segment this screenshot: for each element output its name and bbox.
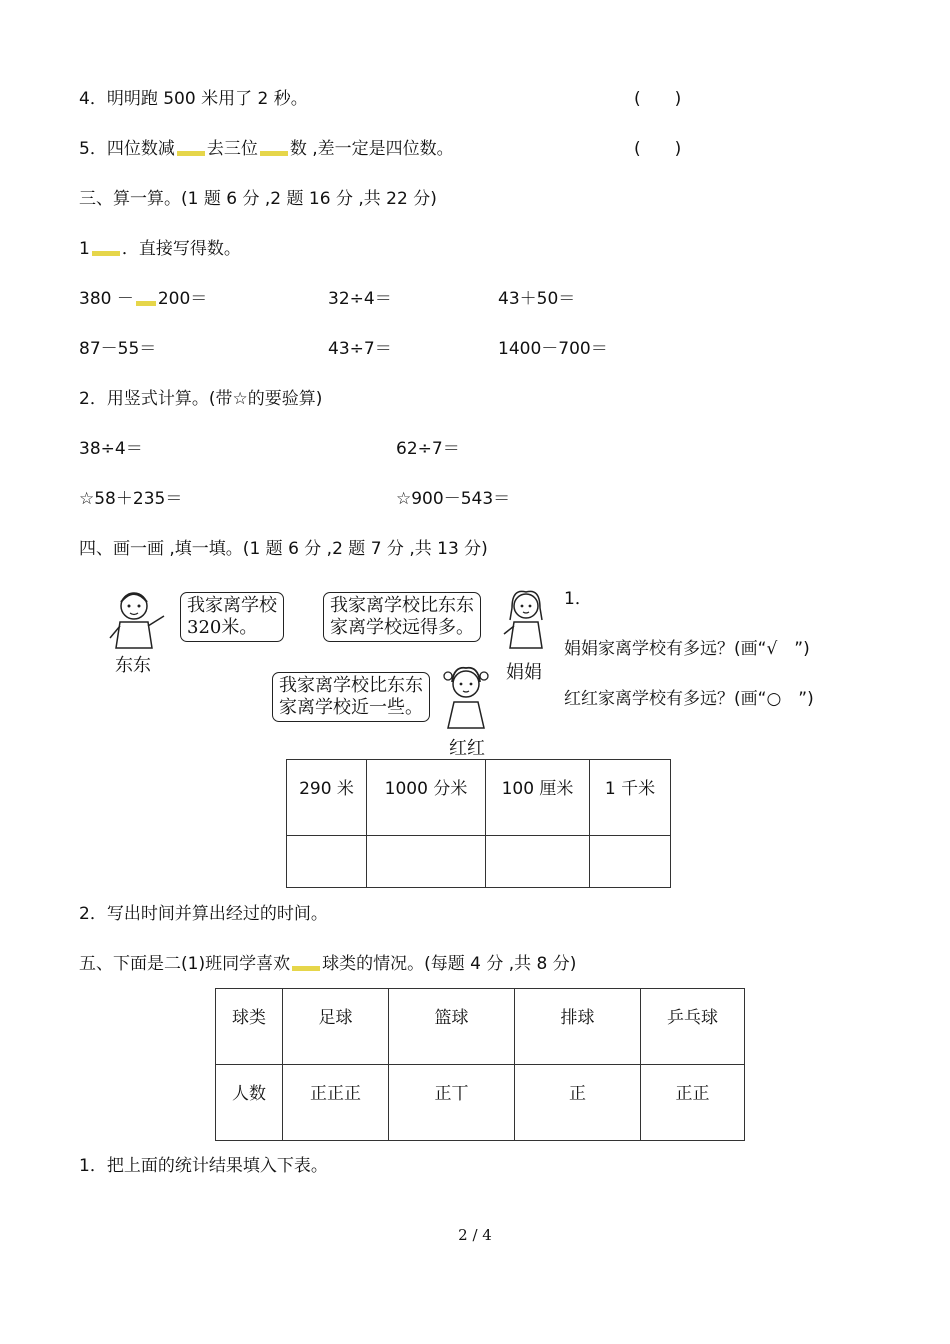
section5-q1: 1．把上面的统计结果填入下表。	[79, 1156, 328, 1176]
header-football: 足球	[283, 989, 389, 1065]
option-100cm: 100 厘米	[486, 760, 590, 836]
table-row	[216, 1065, 745, 1141]
option-1000dm: 1000 分米	[367, 760, 486, 836]
girl-honghong-figure	[440, 662, 492, 732]
judge-q5-part2: 去三位	[206, 139, 258, 159]
highlight-mark	[292, 966, 320, 971]
name-honghong: 红红	[449, 738, 485, 759]
judge-q5-part1: 5．四位数减	[79, 139, 175, 159]
speech-bubble-juanjuan	[323, 592, 481, 642]
vertical-calc-2: 62÷7＝	[396, 439, 460, 459]
calc-r2c2: 43÷7＝	[328, 339, 392, 359]
section5-title-part2: 球类的情况。(每题 4 分 ,共 8 分)	[322, 954, 577, 974]
section4-q1-number: 1．	[564, 589, 592, 609]
answer-cell-100cm[interactable]	[486, 836, 590, 888]
header-basketball: 篮球	[389, 989, 515, 1065]
speech-bubble-honghong	[272, 672, 430, 722]
calc-r2c3: 1400－700＝	[498, 339, 608, 359]
distance-choice-table	[286, 759, 671, 888]
section5-title	[79, 953, 576, 975]
header-ball-type: 球类	[216, 989, 283, 1065]
answer-cell-290m[interactable]	[287, 836, 367, 888]
option-290m: 290 米	[287, 760, 367, 836]
table-row	[216, 989, 745, 1065]
option-1km: 1 千米	[590, 760, 671, 836]
boy-dongdong-figure	[104, 586, 170, 652]
ball-survey-table	[215, 988, 745, 1141]
section4-q1-honghong: 红红家离学校有多远？(画“○ ”)	[564, 689, 814, 709]
judge-q5-part3: 数 ,差一定是四位数。	[289, 139, 454, 159]
row-label-count: 人数	[216, 1065, 283, 1141]
table-row	[287, 836, 671, 888]
judge-q5	[79, 138, 454, 160]
answer-paren-q5[interactable]: ( )	[634, 139, 682, 159]
calc-r1c2: 32÷4＝	[328, 289, 392, 309]
calc-r2c1: 87－55＝	[79, 339, 157, 359]
bubble-juanjuan-line2: 家离学校远得多。	[330, 617, 474, 638]
section4-q2: 2．写出时间并算出经过的时间。	[79, 904, 328, 924]
section3-part2: 2．用竖式计算。(带☆的要验算)	[79, 389, 323, 409]
calc-r1c1	[79, 288, 207, 310]
tally-volleyball: 正	[515, 1065, 641, 1141]
highlight-mark	[177, 151, 205, 156]
vertical-calc-4: ☆900－543＝	[396, 489, 511, 509]
bubble-dongdong-line1: 我家离学校	[187, 595, 277, 616]
part1-label: ．直接写得数。	[121, 239, 241, 259]
section5-title-part1: 五、下面是二(1)班同学喜欢	[79, 954, 291, 974]
bubble-dongdong-line2: 320米。	[187, 617, 258, 638]
highlight-mark	[92, 251, 120, 256]
header-pingpong: 乒乓球	[641, 989, 745, 1065]
vertical-calc-1: 38÷4＝	[79, 439, 143, 459]
girl-juanjuan-figure	[498, 586, 554, 652]
highlight-mark	[260, 151, 288, 156]
section3-title: 三、算一算。(1 题 6 分 ,2 题 16 分 ,共 22 分)	[79, 189, 437, 209]
tally-football: 正正正	[283, 1065, 389, 1141]
name-dongdong: 东东	[115, 655, 151, 676]
highlight-mark	[136, 301, 156, 306]
answer-cell-1km[interactable]	[590, 836, 671, 888]
section3-part1	[79, 238, 241, 260]
section4-title: 四、画一画 ,填一填。(1 题 6 分 ,2 题 7 分 ,共 13 分)	[79, 539, 488, 559]
tally-basketball: 正丅	[389, 1065, 515, 1141]
calc-r1c1-b: 200＝	[157, 289, 208, 309]
name-juanjuan: 娟娟	[506, 662, 542, 683]
part1-number: 1	[79, 239, 90, 259]
answer-paren-q4[interactable]: ( )	[634, 89, 682, 109]
tally-pingpong: 正正	[641, 1065, 745, 1141]
calc-r1c1-a: 380 －	[79, 289, 134, 309]
table-row	[287, 760, 671, 836]
answer-cell-1000dm[interactable]	[367, 836, 486, 888]
section4-q1-juanjuan: 娟娟家离学校有多远？(画“√ ”)	[564, 639, 810, 659]
bubble-honghong-line2: 家离学校近一些。	[279, 697, 423, 718]
page-number: 2 / 4	[458, 1226, 492, 1244]
speech-bubble-dongdong	[180, 592, 284, 642]
bubble-juanjuan-line1: 我家离学校比东东	[330, 595, 474, 616]
header-volleyball: 排球	[515, 989, 641, 1065]
bubble-honghong-line1: 我家离学校比东东	[279, 675, 423, 696]
calc-r1c3: 43＋50＝	[498, 289, 576, 309]
judge-q4: 4．明明跑 500 米用了 2 秒。	[79, 89, 308, 109]
vertical-calc-3: ☆58＋235＝	[79, 489, 183, 509]
